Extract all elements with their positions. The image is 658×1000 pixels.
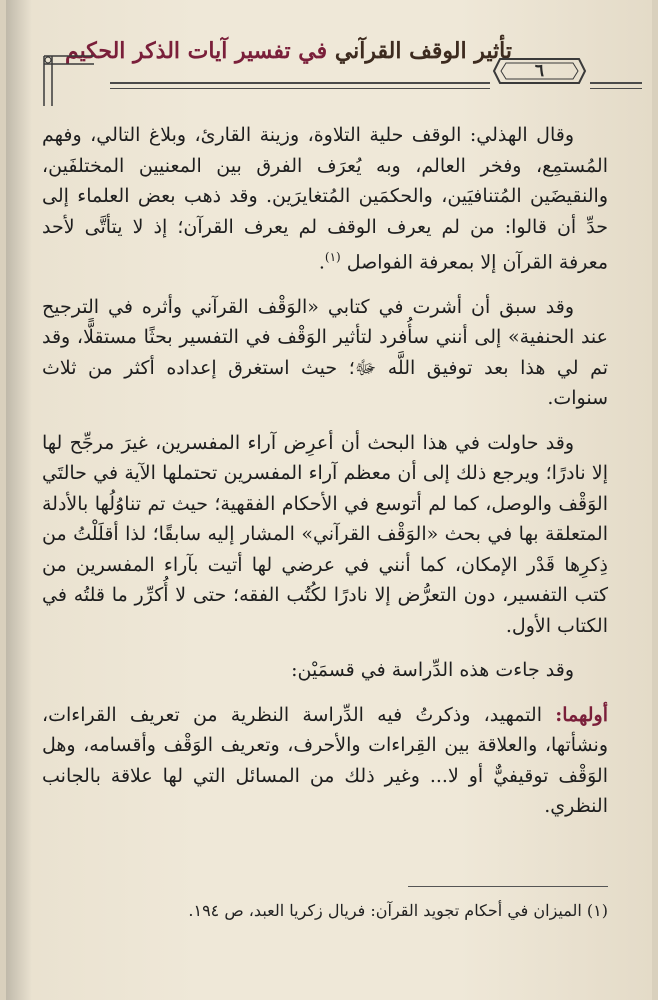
section-first-label: أولهما: [555,703,608,726]
corner-ornament-icon [34,48,94,108]
book-page [6,0,652,1000]
header-rule-right [590,82,642,84]
header-rule-top [110,82,490,84]
page-binding-shadow [6,0,32,1000]
running-title-part1: تأثير الوقف القرآني [334,38,512,64]
footnote-separator [408,886,608,887]
paragraph-2: وقد سبق أن أشرت في كتابي «الوَقْف القرآني وأثره في الترجيح عند الحنفية» إلى أنني سأُفرد لتأثير الوَقْف في التفسير بحثًا مستقلًّا، وقد تم لي هذا بعد توفيق اللَّه ﷻ؛ حيث استغرق إعداده أكثر من ثلاث سنوات. [42,295,608,410]
page-number: ٦ [534,61,545,81]
paragraph-3: وقد حاولت في هذا البحث أن أعرِض آراء المفسرين، غيرَ مرجِّح لها إلا نادرًا؛ ويرجع ذلك إلى أن معظم آراء المفسرين تحتملها الآية في حالتَي الوَقْف والوصل، كما لم أتوسع في الأحكام الفقهية؛ حيث تم تناوُلُها بالأدلة المتعلقة بها في بحث «الوَقْف القرآني» المشار إليه سابقًا؛ لذا أقلَلْتُ من ذِكرِها قَدْر الإمكان، كما أنني في عرضي لها أتيت بآراء المفسرين من كتب التفسير، دون التعرُّض إلا نادرًا لكُتُب الفقه؛ حتى لا أُكرِّر ما قلتُه في الكتاب الأول. [42,431,608,637]
paragraph-1: وقال الهذلي: الوقف حلية التلاوة، وزينة القارئ، وبلاغ التالي، وفهم المُستمِع، وفخر العالم، وبه يُعرَف الفرق بين المعنيين المختلفَين، والنقيضَين المُتنافيَين، والحكمَين المُتغايرَين. وقد ذهب بعض العلماء إلى حدِّ أن قالوا: من لم يعرف الوقف لم يعرف القرآن؛ إذ لا يتأتَّى لأحد معرفة القرآن إلا بمعرفة الفواصل $^{(١)}$. [42,124,608,274]
header-rule-bottom [110,88,490,89]
footnote-number: (١) [586,901,608,920]
main-text [42,120,608,836]
paragraph-4: وقد جاءت هذه الدِّراسة في قسمَيْن: [291,659,574,682]
footnote-text: الميزان في أحكام تجويد القرآن: فريال زكريا العبد، ص ١٩٤. [188,901,582,920]
footnote [42,898,608,924]
page-number-tag [492,56,587,86]
footnote-marker: (١) [324,250,341,264]
section-first-text: التمهيد، وذكرتُ فيه الدِّراسة النظرية من تعريف القراءات، ونشأتها، والعلاقة بين القِراءات والأحرف، وتعريف الوَقْف وأقسامه، وهل الوَقْف توقيفيٌّ أو لا... وغير ذلك من المسائل التي لها علاقة بالجانب النظري. [42,703,608,818]
running-title-part2: في تفسير آيات الذكر الحكيم [64,38,328,64]
running-title [65,38,512,64]
page-header [20,30,642,98]
section-first [42,700,608,822]
header-rule-right-2 [590,88,642,89]
